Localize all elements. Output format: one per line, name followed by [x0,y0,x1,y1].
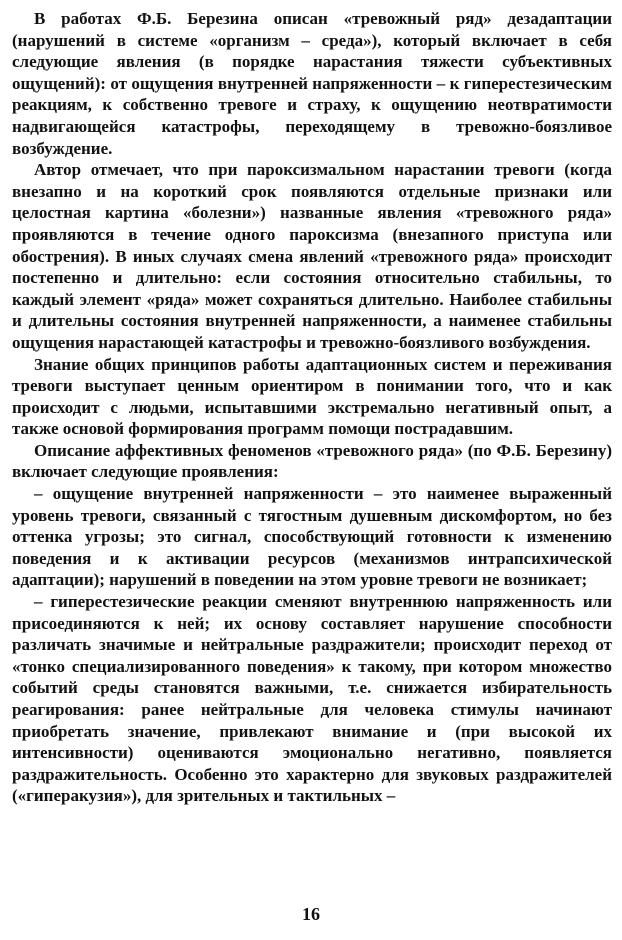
paragraph-tревожный-ряд-intro: В работах Ф.Б. Березина описан «тревожный ряд» дезадаптации (нарушений в системе «организм – среда»), который включает в себя следующие явления (в порядке нарастания тяжести субъективных ощущений): от ощущения внутренней напряженности – к гиперестезическим реакциям, к собственно тревоге и страху, к ощущению неотвратимости надвигающейся катастрофы, переходящему в тревожно-боязливое возбуждение. [12,9,612,158]
paragraph-paroxysmal: Автор отмечает, что при пароксизмальном нарастании тревоги (когда внезапно и на короткий срок появляются отдельные признаки или целостная картина «болезни») названные явления «тревожного ряда» проявляются в течение одного пароксизма (внезапного приступа или обострения). В иных случаях смена явлений «тревожного ряда» происходит постепенно и длительно: если состояния относительно стабильны, то каждый элемент «ряда» может сохраняться длительно. Наиболее стабильны и длительны состояния внутренней напряженности, а наименее стабильны ощущения нарастающей катастрофы и тревожно-боязливого возбуждения. [12,160,612,352]
list-item-tension: – ощущение внутренней напряженности – это наименее выраженный уровень тревоги, связанный с тягостным душевным дискомфортом, но без оттенка угрозы; это сигнал, способствующий готовности к изменению поведения и к активации ресурсов (механизмов интрапсихической адаптации); нарушений в поведении на этом уровне тревоги не возникает; [12,484,612,590]
paragraph-description: Описание аффективных феноменов «тревожного ряда» (по Ф.Б. Березину) включает следующие проявления: [12,440,612,482]
page-number: 16 [302,904,320,924]
paragraph-knowledge: Знание общих принципов работы адаптационных систем и переживания тревоги выступает ценным ориентиром в понимании того, что и как происходит с людьми, испытавшими экстремально негативный опыт, а также основой формирования программ помощи пострадавшим. [12,354,612,439]
list-item-hyperesthetic: – гиперестезические реакции сменяют внутреннюю напряженность или присоединяются к ней; их основу составляет нарушение способности различать значимые и нейтральные раздражители; происходит переход от «тонко специализированного поведения» к такому, при котором множество событий среды становятся важными, т.е. снижается избирательность реагирования: ранее нейтральные для человека стимулы начинают приобретать значение, привлекают внимание и (при высокой их интенсивности) оцениваются эмоционально негативно, появляется раздражительность. Особенно это характерно для звуковых раздражителей («гиперакузия»), для зрительных и тактильных – [12,592,612,806]
page-body [12,8,612,807]
